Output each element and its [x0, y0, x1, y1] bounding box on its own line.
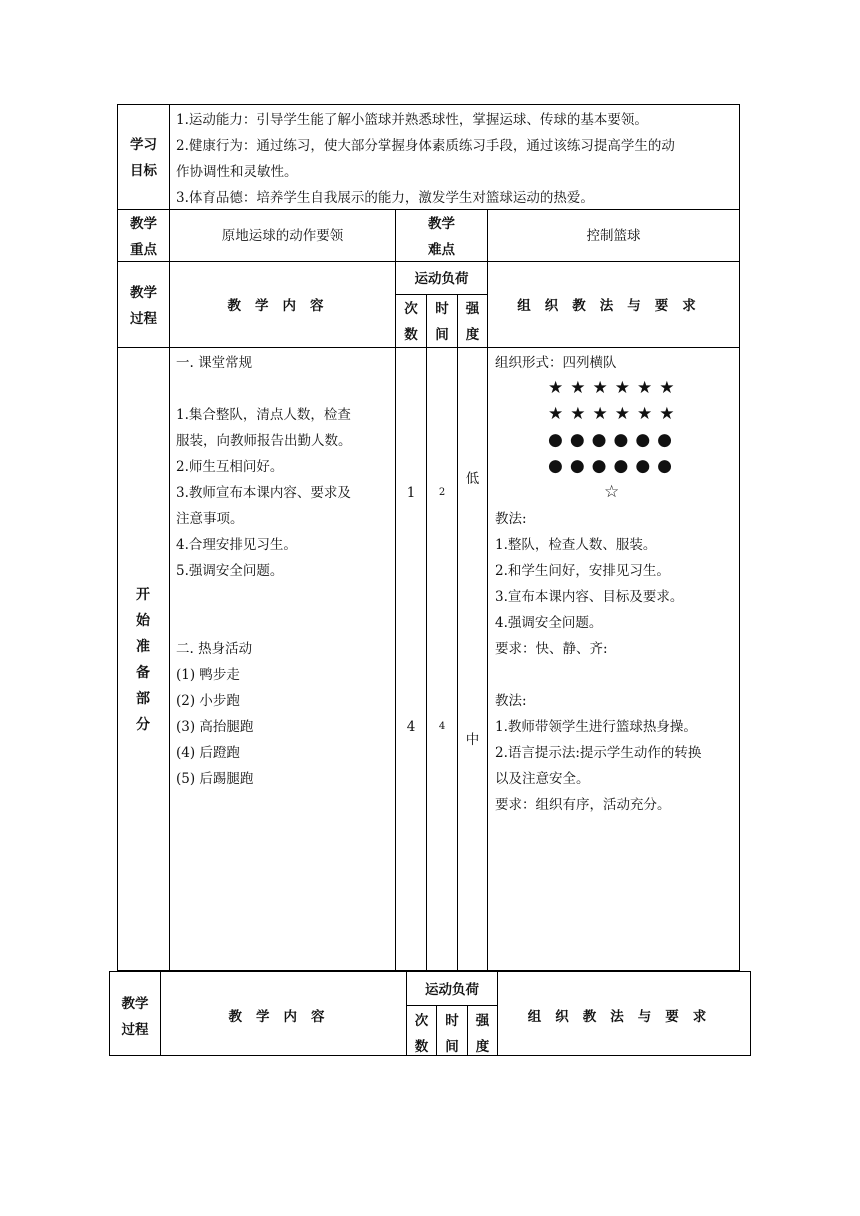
warmup-intensity: 中: [465, 732, 480, 748]
list-item: (2) 小步跑: [176, 693, 240, 709]
objectives-text: [176, 107, 675, 211]
requirement-text: 要求：快、静、齐:: [495, 641, 608, 657]
routine-list: [176, 402, 352, 584]
key-point-label: [118, 211, 169, 263]
organization-header: 组织教法与要求: [517, 298, 710, 314]
method-item: 2.语言提示法:提示学生动作的转换: [495, 745, 702, 761]
objective-line: 作协调性和灵敏性。: [176, 164, 298, 180]
warmup-count: 4: [406, 719, 416, 735]
method-item: 以及注意安全。: [495, 771, 590, 787]
time-header-line: 间: [435, 327, 449, 343]
table-border-right: [750, 971, 751, 1056]
process-label-line: 过程: [130, 311, 157, 327]
list-item: 3.教师宣布本课内容、要求及: [176, 485, 351, 501]
section-name-char: 开: [136, 587, 150, 603]
col-divider: [487, 209, 488, 971]
intensity-header-line: 强: [465, 301, 480, 317]
list-item: 5.强调安全问题。: [176, 563, 284, 579]
col-divider: [426, 294, 427, 971]
method-item: 2.和学生问好，安排见习生。: [495, 563, 670, 579]
routine-intensity: 低: [465, 471, 480, 487]
method-block-2: [495, 688, 701, 818]
student-row-dots: ●●●●●●: [548, 456, 680, 476]
difficulty-label-line: 难点: [428, 242, 455, 258]
load-divider: [395, 294, 487, 295]
time-header-repeat: [437, 1008, 467, 1060]
time-header: [427, 296, 457, 348]
section-name-char: 分: [136, 717, 150, 733]
section-name-char: 准: [136, 639, 150, 655]
objectives-label-line: 目标: [130, 163, 157, 179]
warmup-list: [176, 662, 253, 792]
section-name-char: 部: [136, 691, 150, 707]
list-item: (4) 后蹬跑: [176, 745, 240, 761]
method-item: 1.教师带领学生进行篮球热身操。: [495, 719, 697, 735]
count-header-line: 次: [414, 1013, 429, 1029]
intensity-header-line: 度: [465, 327, 480, 343]
time-header-line: 间: [445, 1039, 459, 1055]
objectives-label-line: 学习: [130, 137, 157, 153]
intensity-header-line: 强: [475, 1013, 490, 1029]
organization-header-repeat: 组织教法与要求: [527, 1009, 721, 1025]
table-border-top: [109, 971, 751, 972]
list-item: 注意事项。: [176, 511, 244, 527]
list-item: (3) 高抬腿跑: [176, 719, 254, 735]
objectives-label: [118, 132, 169, 184]
list-item: (1) 鸭步走: [176, 667, 240, 683]
teacher-star-icon: ☆: [604, 482, 620, 502]
process-label: [118, 280, 169, 332]
method-label: 教法:: [495, 511, 527, 527]
key-point-label-line: 重点: [130, 242, 157, 258]
time-header-line: 时: [435, 301, 449, 317]
warmup-title: 二. 热身活动: [176, 641, 253, 657]
key-point-value: 原地运球的动作要领: [221, 228, 344, 244]
objective-line: 1.运动能力：引导学生能了解小篮球并熟悉球性，掌握运球、传球的基本要领。: [176, 112, 648, 128]
method-item: 4.强调安全问题。: [495, 615, 603, 631]
load-header: 运动负荷: [414, 271, 469, 287]
time-header-line: 时: [445, 1013, 459, 1029]
student-row-stars: ★★★★★★: [548, 378, 682, 398]
section-name: [128, 582, 158, 738]
method-label: 教法:: [495, 693, 527, 709]
intensity-header-line: 度: [475, 1039, 490, 1055]
routine-count: 1: [406, 485, 416, 501]
list-item: 1.集合整队，清点人数，检查: [176, 407, 351, 423]
intensity-header-repeat: [468, 1008, 497, 1060]
objective-line: 2.健康行为：通过练习，使大部分掌握身体素质练习手段，通过该练习提高学生的动: [176, 138, 675, 154]
count-header: [396, 296, 426, 348]
method-item: 3.宣布本课内容、目标及要求。: [495, 589, 684, 605]
load-divider: [406, 1005, 498, 1006]
difficulty-value: 控制篮球: [586, 228, 641, 244]
warmup-time: 4: [438, 721, 446, 732]
formation-label: 组织形式：四列横队: [495, 355, 617, 371]
method-item: 1.整队，检查人数、服装。: [495, 537, 657, 553]
process-label-line: 教学: [130, 285, 157, 301]
intensity-header: [458, 296, 487, 348]
count-header-line: 次: [404, 301, 418, 317]
section-name-char: 备: [136, 665, 150, 681]
load-header-repeat: 运动负荷: [425, 982, 479, 998]
difficulty-label: [396, 211, 487, 263]
student-row-dots: ●●●●●●: [548, 430, 680, 450]
list-item: 4.合理安排见习生。: [176, 537, 297, 553]
content-header-repeat: 教学内容: [228, 1009, 339, 1025]
count-header-line: 数: [404, 327, 418, 343]
student-row-stars: ★★★★★★: [548, 404, 682, 424]
list-item: (5) 后踢腿跑: [176, 771, 254, 787]
requirement-text: 要求：组织有序，活动充分。: [495, 797, 671, 813]
routine-title: 一. 课堂常规: [176, 355, 253, 371]
count-header-repeat: [407, 1008, 436, 1060]
count-header-line: 数: [414, 1039, 429, 1055]
key-point-label-line: 教学: [130, 216, 157, 232]
col-divider: [457, 294, 458, 971]
content-header: 教学内容: [227, 298, 338, 314]
process-label-line: 过程: [121, 1022, 149, 1038]
difficulty-label-line: 教学: [428, 216, 455, 232]
section-name-char: 始: [136, 613, 150, 629]
process-label-repeat: [110, 991, 160, 1043]
process-label-line: 教学: [121, 996, 149, 1012]
method-block-1: [495, 506, 683, 662]
objective-line: 3.体育品德：培养学生自我展示的能力，激发学生对篮球运动的热爱。: [176, 190, 594, 206]
routine-time: 2: [438, 487, 446, 498]
table-border-top: [117, 104, 740, 105]
table-border-right: [739, 104, 740, 971]
list-item: 2.师生互相问好。: [176, 459, 284, 475]
list-item: 服装，向教师报告出勤人数。: [176, 433, 352, 449]
